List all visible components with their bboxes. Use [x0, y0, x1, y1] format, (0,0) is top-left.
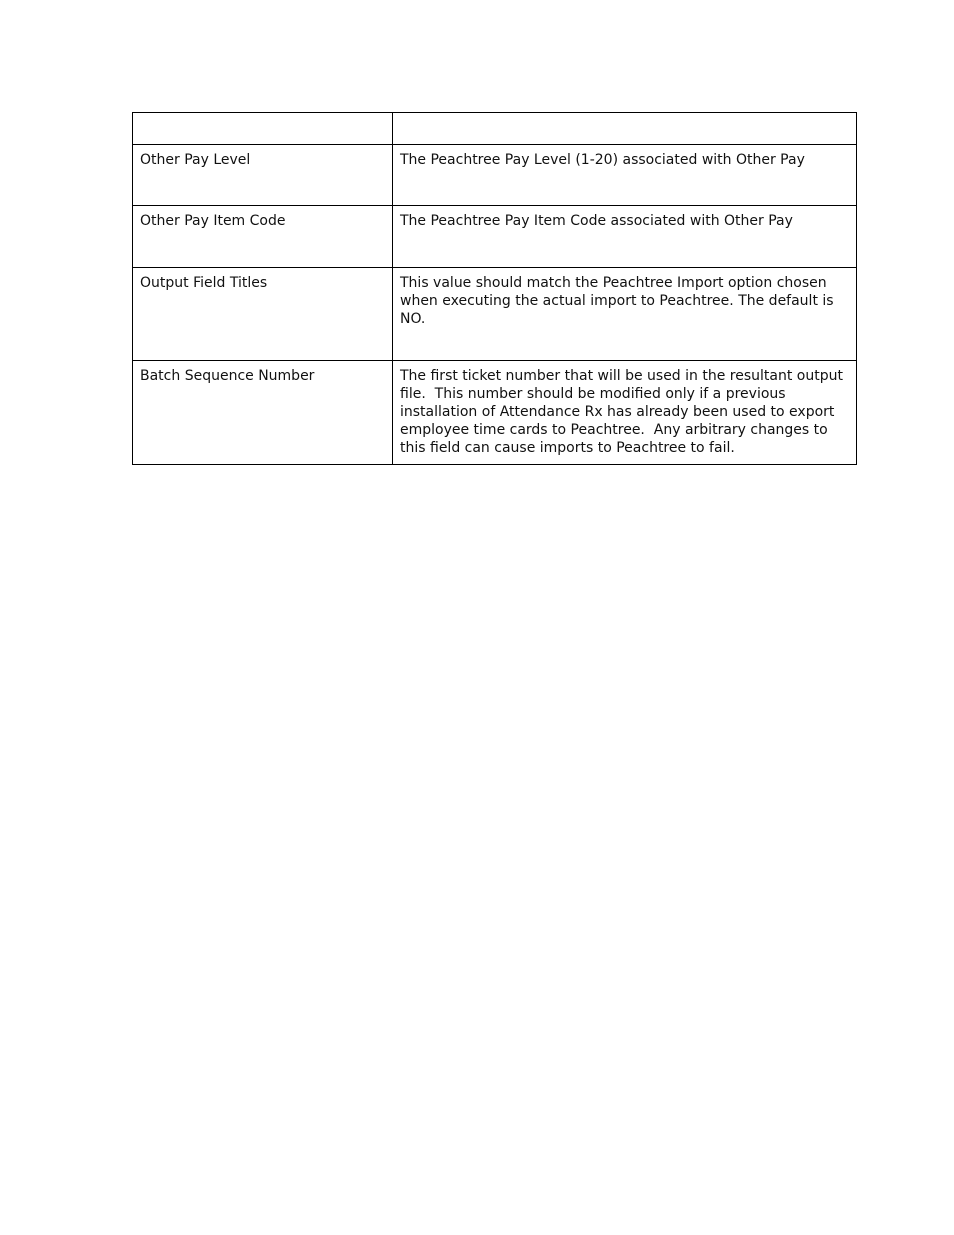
field-name: Other Pay Item Code — [140, 213, 286, 229]
description-cell — [393, 361, 857, 465]
field-cell — [133, 268, 393, 361]
description-cell — [393, 268, 857, 361]
field-cell — [133, 206, 393, 268]
table-row — [133, 361, 857, 465]
field-description: The Peachtree Pay Level (1-20) associated with Other Pay — [400, 152, 805, 168]
table-row — [133, 145, 857, 206]
description-cell — [393, 206, 857, 268]
header-cell-field — [133, 113, 393, 145]
field-name: Batch Sequence Number — [140, 368, 315, 384]
field-cell — [133, 361, 393, 465]
field-description: The Peachtree Pay Item Code associated with Other Pay — [400, 213, 793, 229]
header-cell-description — [393, 113, 857, 145]
settings-table — [132, 112, 857, 465]
field-cell — [133, 145, 393, 206]
field-description: This value should match the Peachtree Import option chosen when executing the actual import to Peachtree. The default is NO. — [400, 275, 839, 327]
field-name: Output Field Titles — [140, 275, 268, 291]
table-row — [133, 206, 857, 268]
table-row — [133, 268, 857, 361]
description-cell — [393, 145, 857, 206]
table-header-row — [133, 113, 857, 145]
field-name: Other Pay Level — [140, 152, 251, 168]
field-description: The first ticket number that will be used in the resultant output file. This number should be modified only if a previous installation of Attendance Rx has already been used to export employee time cards to Peachtree. Any arbitrary changes to this field can cause imports to Peachtree to fail. — [400, 368, 848, 456]
